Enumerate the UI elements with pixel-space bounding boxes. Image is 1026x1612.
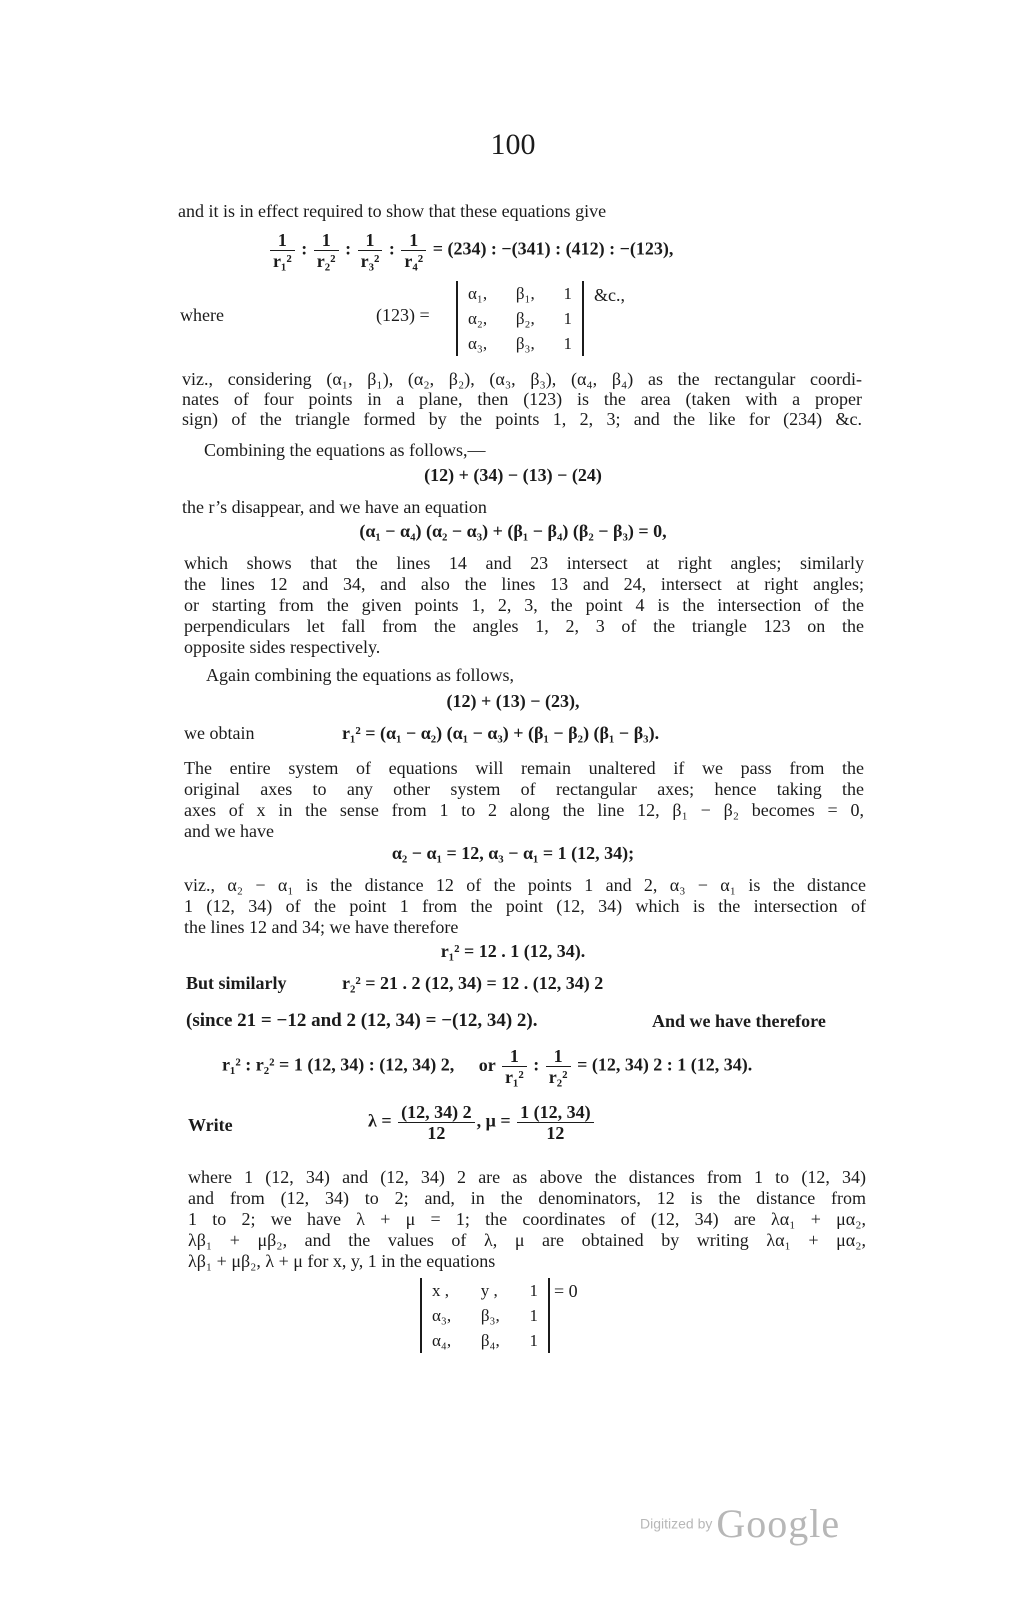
det-row: x , y , 1 — [432, 1280, 538, 1300]
det-row: α₃, β₃, 1 — [468, 333, 572, 353]
text-line: λβ₁ + μβ₂, λ + μ for x, y, 1 in the equations — [188, 1251, 496, 1271]
label-we-obtain: we obtain — [184, 723, 255, 743]
fraction: $\frac{1 (12, 34)}{12}$ — [517, 1102, 594, 1143]
det-equals-zero: = 0 — [554, 1281, 578, 1301]
text-line: and we have — [184, 821, 274, 841]
det-lhs: (123) = — [376, 305, 430, 325]
text-line: 1 (12, 34) of the point 1 from the point (12, 34) which is the intersection of — [184, 896, 866, 916]
det-suffix: &c., — [594, 285, 625, 305]
equation-alpha-differences: α₂ − α₁ = 12, α₃ − α₁ = 1 (12, 34); — [391, 843, 635, 863]
fraction: $\frac{1}{\text{r₂²}}$ — [546, 1046, 571, 1087]
text-line: original axes to any other system of rectangular axes; hence taking the — [184, 779, 864, 799]
det-row: α₁, β₁, 1 — [468, 283, 572, 303]
text-line: perpendiculars let fall from the angles 1, 2, 3 of the triangle 123 on the — [184, 616, 864, 636]
det-row: α₄, β₄, 1 — [432, 1330, 538, 1350]
equation-orthogonality: (α₁ − α₄) (α₂ − α₃) + (β₁ − β₄) (β₂ − β₃) = 0, — [359, 521, 667, 541]
fraction: $\frac{1}{\text{r₁²}}$ — [502, 1046, 527, 1087]
determinant-line-equation — [420, 1278, 550, 1353]
equation-ratio: $\frac{1}{\text{r₁²}}$ : $\frac{1}{\text{r₂²}}$ : $\frac{1}{\text{r₃²}}$ : $\frac{1}{\text{r₄²}}$ = (234) : −(341) : (412) : −(123), — [268, 230, 673, 271]
text-line: where 1 (12, 34) and (12, 34) 2 are as above the distances from 1 to (12, 34) — [188, 1167, 866, 1187]
det-row: α₂, β₂, 1 — [468, 308, 572, 328]
text-line: and it is in effect required to show that these equations give — [178, 201, 607, 221]
fraction: $\frac{(12, 34) 2}{12}$ — [398, 1102, 475, 1143]
fraction: $\frac{1}{\text{r₃²}}$ — [358, 230, 383, 271]
text-line: And we have therefore — [652, 1011, 826, 1031]
equation-r1-distance: r₁² = 12 . 1 (12, 34). — [440, 941, 586, 961]
text-line: nates of four points in a plane, then (123) is the area (taken with a proper — [182, 389, 862, 409]
text-line: the r’s disappear, and we have an equation — [182, 497, 487, 517]
text-line: viz., α₂ − α₁ is the distance 12 of the points 1 and 2, α₃ − α₁ is the distance — [184, 875, 866, 895]
text-line: or starting from the given points 1, 2, 3, the point 4 is the intersection of the — [184, 595, 864, 615]
equation-r2: r₂² = 21 . 2 (12, 34) = 12 . (12, 34) 2 — [342, 973, 604, 993]
text-line: opposite sides respectively. — [184, 637, 381, 657]
text-line: viz., considering (α₁, β₁), (α₂, β₂), (α₃, β₃), (α₄, β₄) as the rectangular coordi- — [182, 369, 862, 389]
equation-lambda-mu: λ = $\frac{(12, 34) 2}{12}$ , μ = $\frac{1 (12, 34)}{12}$ — [368, 1102, 596, 1143]
text-line: the lines 12 and 34; we have therefore — [184, 917, 459, 937]
text-line: The entire system of equations will remain unaltered if we pass from the — [184, 758, 864, 778]
digitized-by-google-watermark — [640, 1500, 840, 1547]
label-but-similarly: But similarly — [186, 973, 287, 993]
text-line: the lines 12 and 34, and also the lines 13 and 24, intersect at right angles; — [184, 574, 864, 594]
label-where: where — [180, 305, 224, 325]
text-line: Combining the equations as follows,— — [204, 440, 486, 460]
equation-combination-1: (12) + (34) − (13) − (24) — [424, 465, 602, 485]
watermark-google-logo: Google — [716, 1501, 841, 1546]
equation-combination-2: (12) + (13) − (23), — [446, 691, 580, 711]
det-row: α₃, β₃, 1 — [432, 1305, 538, 1325]
text-line: (since 21 = −12 and 2 (12, 34) = −(12, 34) 2). — [186, 1010, 538, 1031]
text-line: sign) of the triangle formed by the points 1, 2, 3; and the like for (234) &c. — [182, 409, 862, 429]
text-line: Again combining the equations as follows, — [206, 665, 514, 685]
fraction: $\frac{1}{\text{r₁²}}$ — [270, 230, 295, 271]
text-line: which shows that the lines 14 and 23 intersect at right angles; similarly — [184, 553, 864, 573]
label-write: Write — [188, 1115, 233, 1135]
text-line: axes of x in the sense from 1 to 2 along the line 12, β₁ − β₂ becomes = 0, — [184, 800, 864, 820]
fraction: $\frac{1}{\text{r₄²}}$ — [401, 230, 426, 271]
watermark-digitized-text: Digitized by — [640, 1515, 713, 1532]
text-line: λβ₁ + μβ₂, and the values of λ, μ are obtained by writing λα₁ + μα₂, — [188, 1230, 866, 1250]
page-number: 100 — [490, 128, 536, 161]
equation-ratio-r: r₁² : r₂² = 1 (12, 34) : (12, 34) 2, or $\frac{1}{\text{r₁²}}$ : $\frac{1}{\text{r₂²}}$ = (12, 34) 2 : 1 (12, 34). — [222, 1046, 753, 1087]
determinant-123 — [456, 281, 584, 356]
fraction: $\frac{1}{\text{r₂²}}$ — [314, 230, 339, 271]
text-line: 1 to 2; we have λ + μ = 1; the coordinates of (12, 34) are λα₁ + μα₂, — [188, 1209, 866, 1229]
equation-r1: r₁² = (α₁ − α₂) (α₁ − α₃) + (β₁ − β₂) (β₁ − β₃). — [342, 723, 660, 743]
text-line: and from (12, 34) to 2; and, in the denominators, 12 is the distance from — [188, 1188, 866, 1208]
